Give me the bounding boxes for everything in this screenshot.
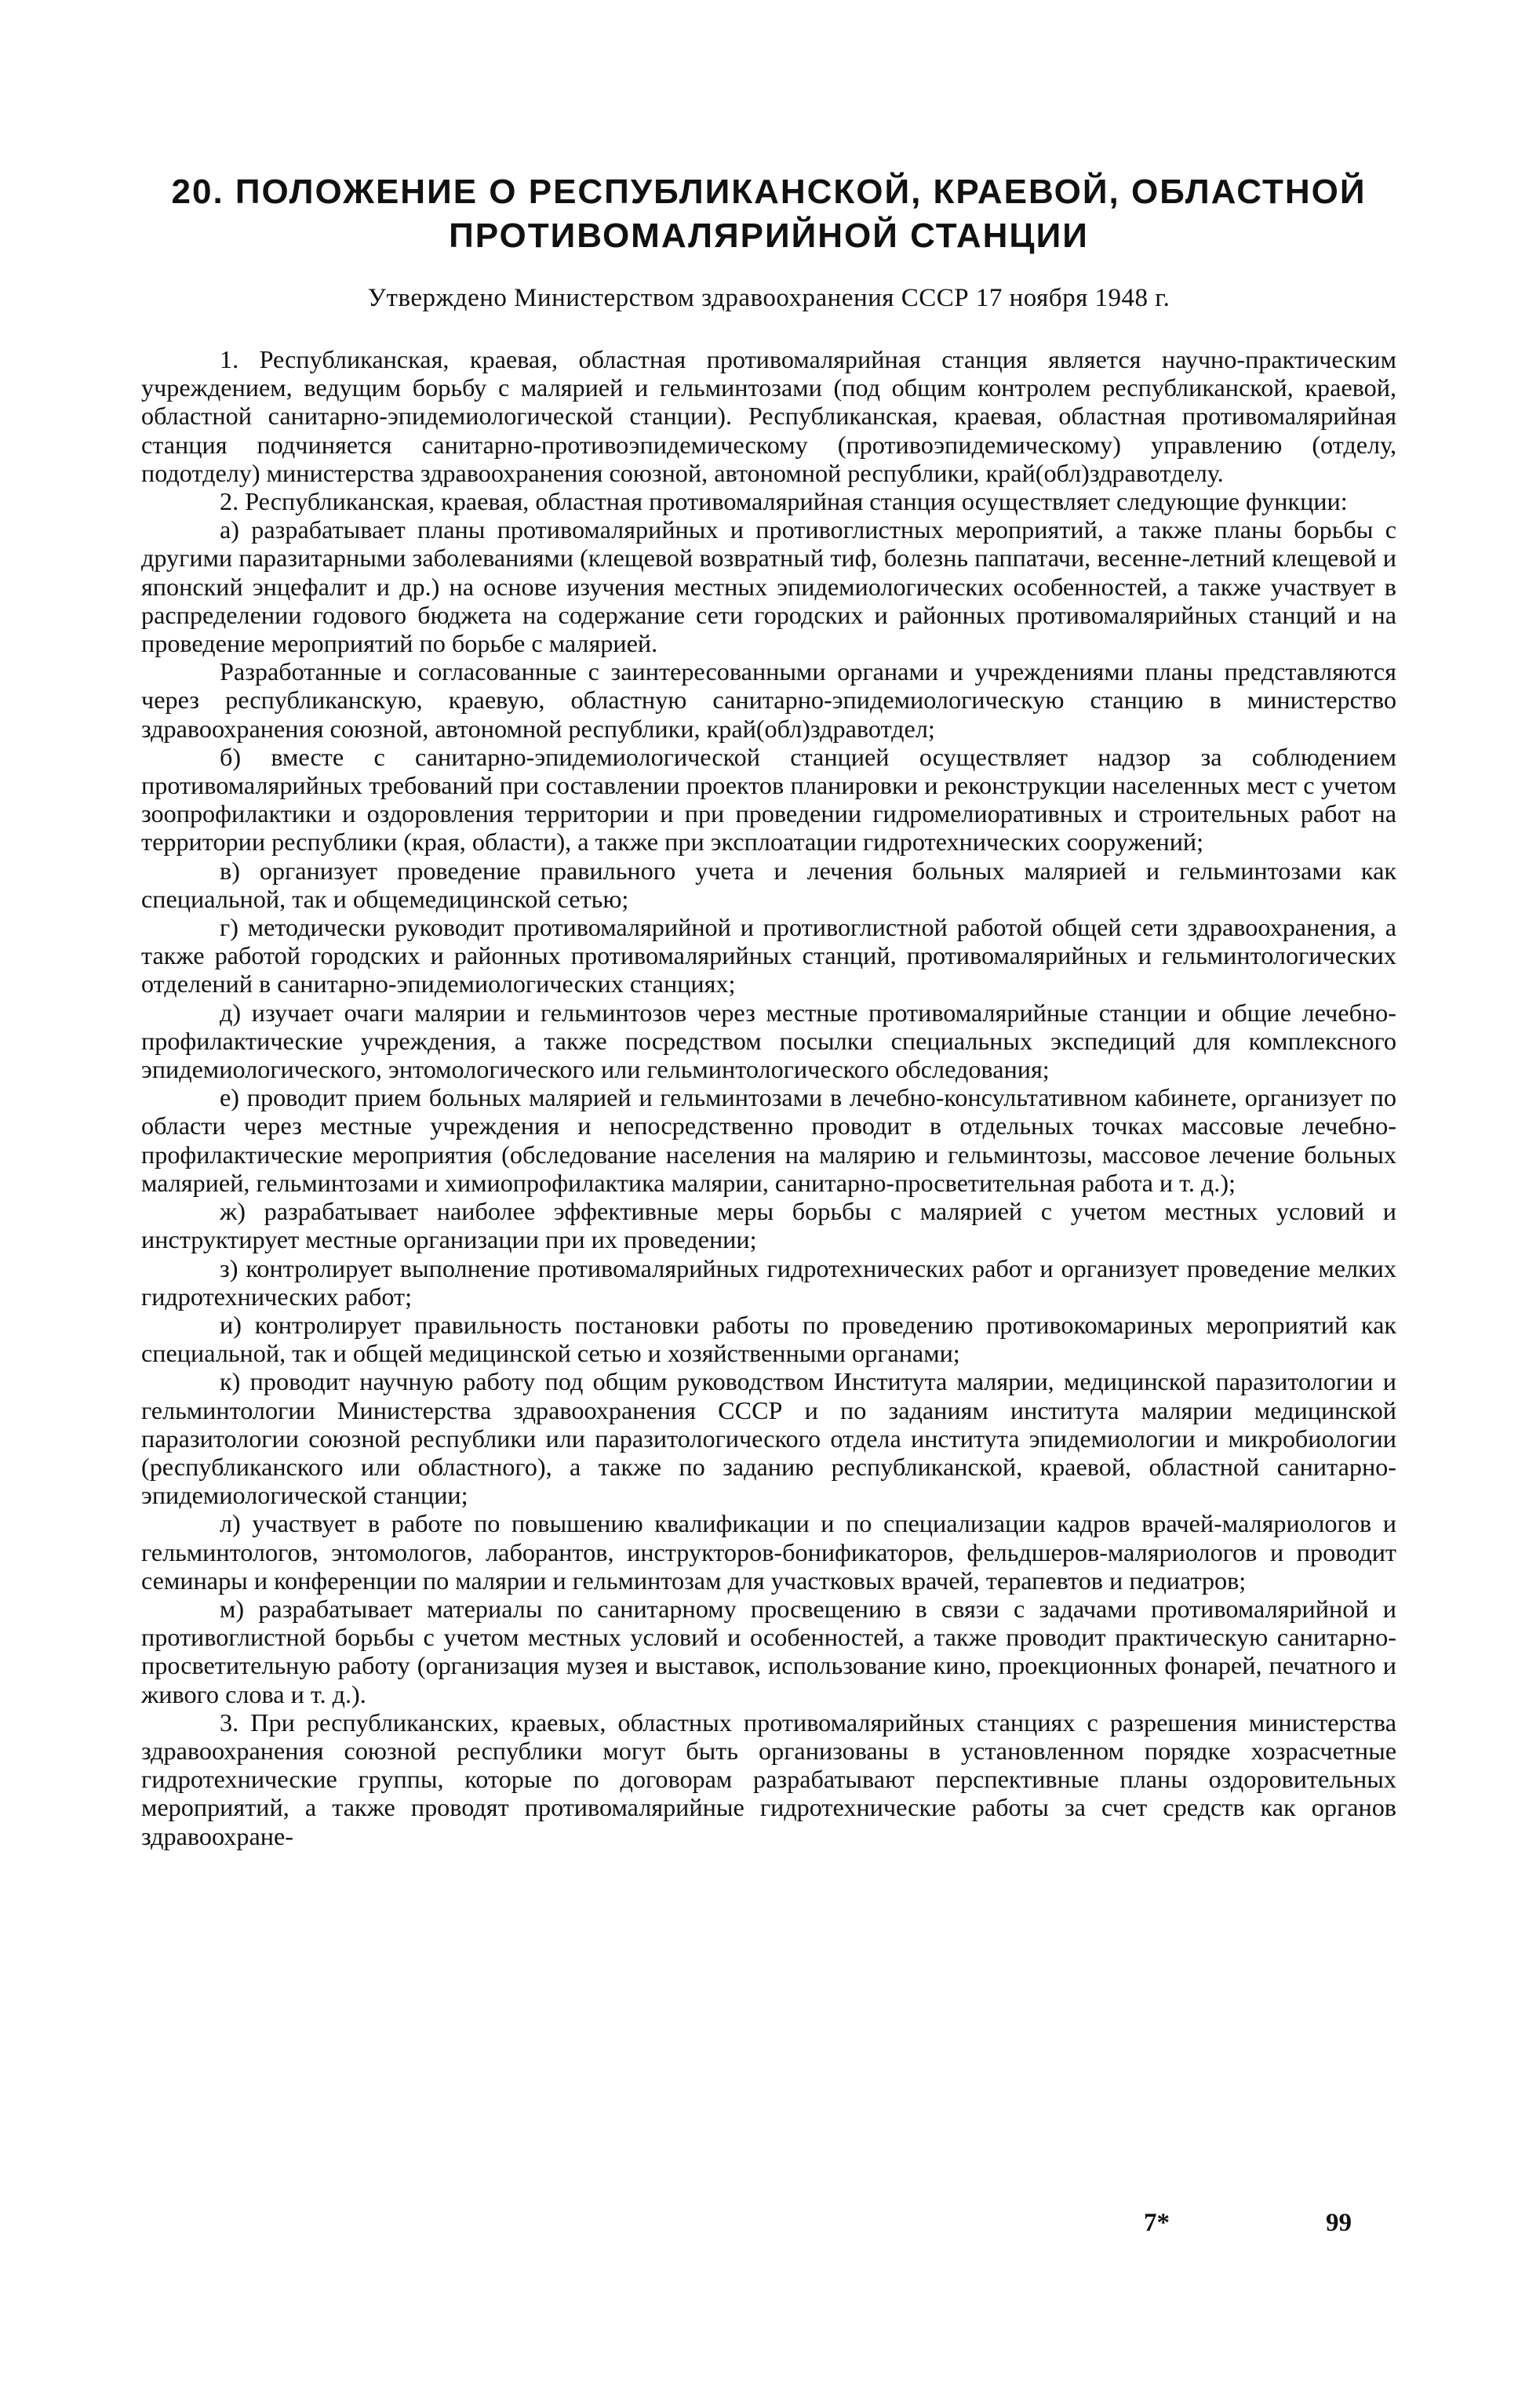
document-body — [141, 345, 1396, 1850]
paragraph-2a-plans: Разработанные и согласованные с заинтересованными органами и учреждениями планы представляются через республиканскую, краевую, областную санитарно-эпидемиологическую станцию в министерство здравоохранения союзной, автономной республики, край(обл)здравотдел; — [141, 657, 1396, 743]
paragraph-2b: б) вместе с санитарно-эпидемиологической станцией осуществляет надзор за соблюдением противомалярийных требований при составлении проектов планировки и реконструкции населенных мест с учетом зоопрофилактики и оздоровления территории и при проведении гидромелиоративных и строительных работ на территории республики (края, области), а также при эксплоатации гидротехнических сооружений; — [141, 742, 1396, 857]
paragraph-2zh: ж) разрабатывает наиболее эффективные меры борьбы с малярией с учетом местных условий и инструктирует местные организации при их проведении; — [141, 1197, 1396, 1254]
approval-note: Утверждено Министерством здравоохранения СССР 17 ноября 1948 г. — [367, 284, 1170, 312]
paragraph-2v: в) организует проведение правильного учета и лечения больных малярией и гельминтозами как специальной, так и общемедицинской сетью; — [141, 856, 1396, 913]
document-title-line-1: 20. ПОЛОЖЕНИЕ О РЕСПУБЛИКАНСКОЙ, КРАЕВОЙ, ОБЛАСТНОЙ — [171, 173, 1367, 211]
paragraph-2e: е) проводит прием больных малярией и гельминтозами в лечебно-консультативном кабинете, организует по области через местные учреждения и непосредственно проводит в отдельных точках массовые лечебно-профилактические мероприятия (обследование населения на малярию и гельминтозы, массовое лечение больных малярией, гельминтозами и химиопрофилактика малярии, санитарно-просветительная работа и т. д.); — [141, 1083, 1396, 1197]
paragraph-2a: а) разрабатывает планы противомалярийных и противоглистных мероприятий, а также планы борьбы с другими паразитарными заболеваниями (клещевой возвратный тиф, болезнь паппатачи, весенне-летний клещевой и японский энцефалит и др.) на основе изучения местных эпидемиологических особенностей, а также участвует в распределении годового бюджета на содержание сети городских и районных противомалярийных станций и на проведение мероприятий по борьбе с малярией. — [141, 515, 1396, 658]
paragraph-2g: г) методически руководит противомалярийной и противоглистной работой общей сети здравоохранения, а также работой городских и районных противомалярийных станций, противомалярийных и гельминтологических отделений в санитарно-эпидемиологических станциях; — [141, 913, 1396, 998]
paragraph-2k: к) проводит научную работу под общим руководством Института малярии, медицинской паразитологии и гельминтологии Министерства здравоохранения СССР и по заданиям института малярии медицинской паразитологии союзной республики или паразитологического отдела института эпидемиологии и микробиологии (республиканского или областного), а также по заданию республиканской, краевой, областной санитарно-эпидемиологической станции; — [141, 1367, 1396, 1510]
paragraph-2l: л) участвует в работе по повышению квалификации и по специализации кадров врачей-маляриологов и гельминтологов, энтомологов, лаборантов, инструкторов-бонификаторов, фельдшеров-маляриологов и проводит семинары и конференции по малярии и гельминтозам для участковых врачей, терапевтов и педиатров; — [141, 1509, 1396, 1595]
paragraph-1: 1. Республиканская, краевая, областная противомалярийная станция является научно-практическим учреждением, ведущим борьбу с малярией и гельминтозами (под общим контролем республиканской, краевой, областной санитарно-эпидемиологической станции). Республиканская, краевая, областная противомалярийная станция подчиняется санитарно-противоэпидемическому (противоэпидемическому) управлению (отделу, подотделу) министерства здравоохранения союзной, автономной республики, край(обл)здравотделу. — [141, 345, 1396, 487]
paragraph-2: 2. Республиканская, краевая, областная противомалярийная станция осуществляет следующие функции: — [220, 487, 1348, 516]
paragraph-2m: м) разрабатывает материалы по санитарному просвещению в связи с задачами противомалярийной и противоглистной борьбы с учетом местных условий и особенностей, а также проводит практическую санитарно-просветительную работу (организация музея и выставок, использование кино, проекционных фонарей, печатного и живого слова и т. д.). — [141, 1594, 1396, 1708]
signature-mark: 7* — [1144, 2209, 1170, 2237]
paragraph-2i: и) контролирует правильность постановки работы по проведению противокомариных мероприятий как специальной, так и общей медицинской сетью и хозяйственными органами; — [141, 1310, 1396, 1368]
paragraph-2d: д) изучает очаги малярии и гельминтозов через местные противомалярийные станции и общие лечебно-профилактические учреждения, а также посредством посылки специальных экспедиций для комплексного эпидемиологического, энтомологического или гельминтологического обследования; — [141, 998, 1396, 1084]
paragraph-2z: з) контролирует выполнение противомалярийных гидротехнических работ и организует проведение мелких гидротехнических работ; — [141, 1253, 1396, 1311]
page-number: 99 — [1326, 2209, 1352, 2237]
document-title-line-2: ПРОТИВОМАЛЯРИЙНОЙ СТАНЦИИ — [449, 216, 1089, 255]
paragraph-3: 3. При республиканских, краевых, областных противомалярийных станциях с разрешения министерства здравоохранения союзной республики могут быть организованы в установленном порядке хозрасчетные гидротехнические группы, которые по договорам разрабатывают перспективные планы оздоровительных мероприятий, а также проводят противомалярийные гидротехнические работы за счет средств как органов здравоохране- — [141, 1708, 1396, 1850]
